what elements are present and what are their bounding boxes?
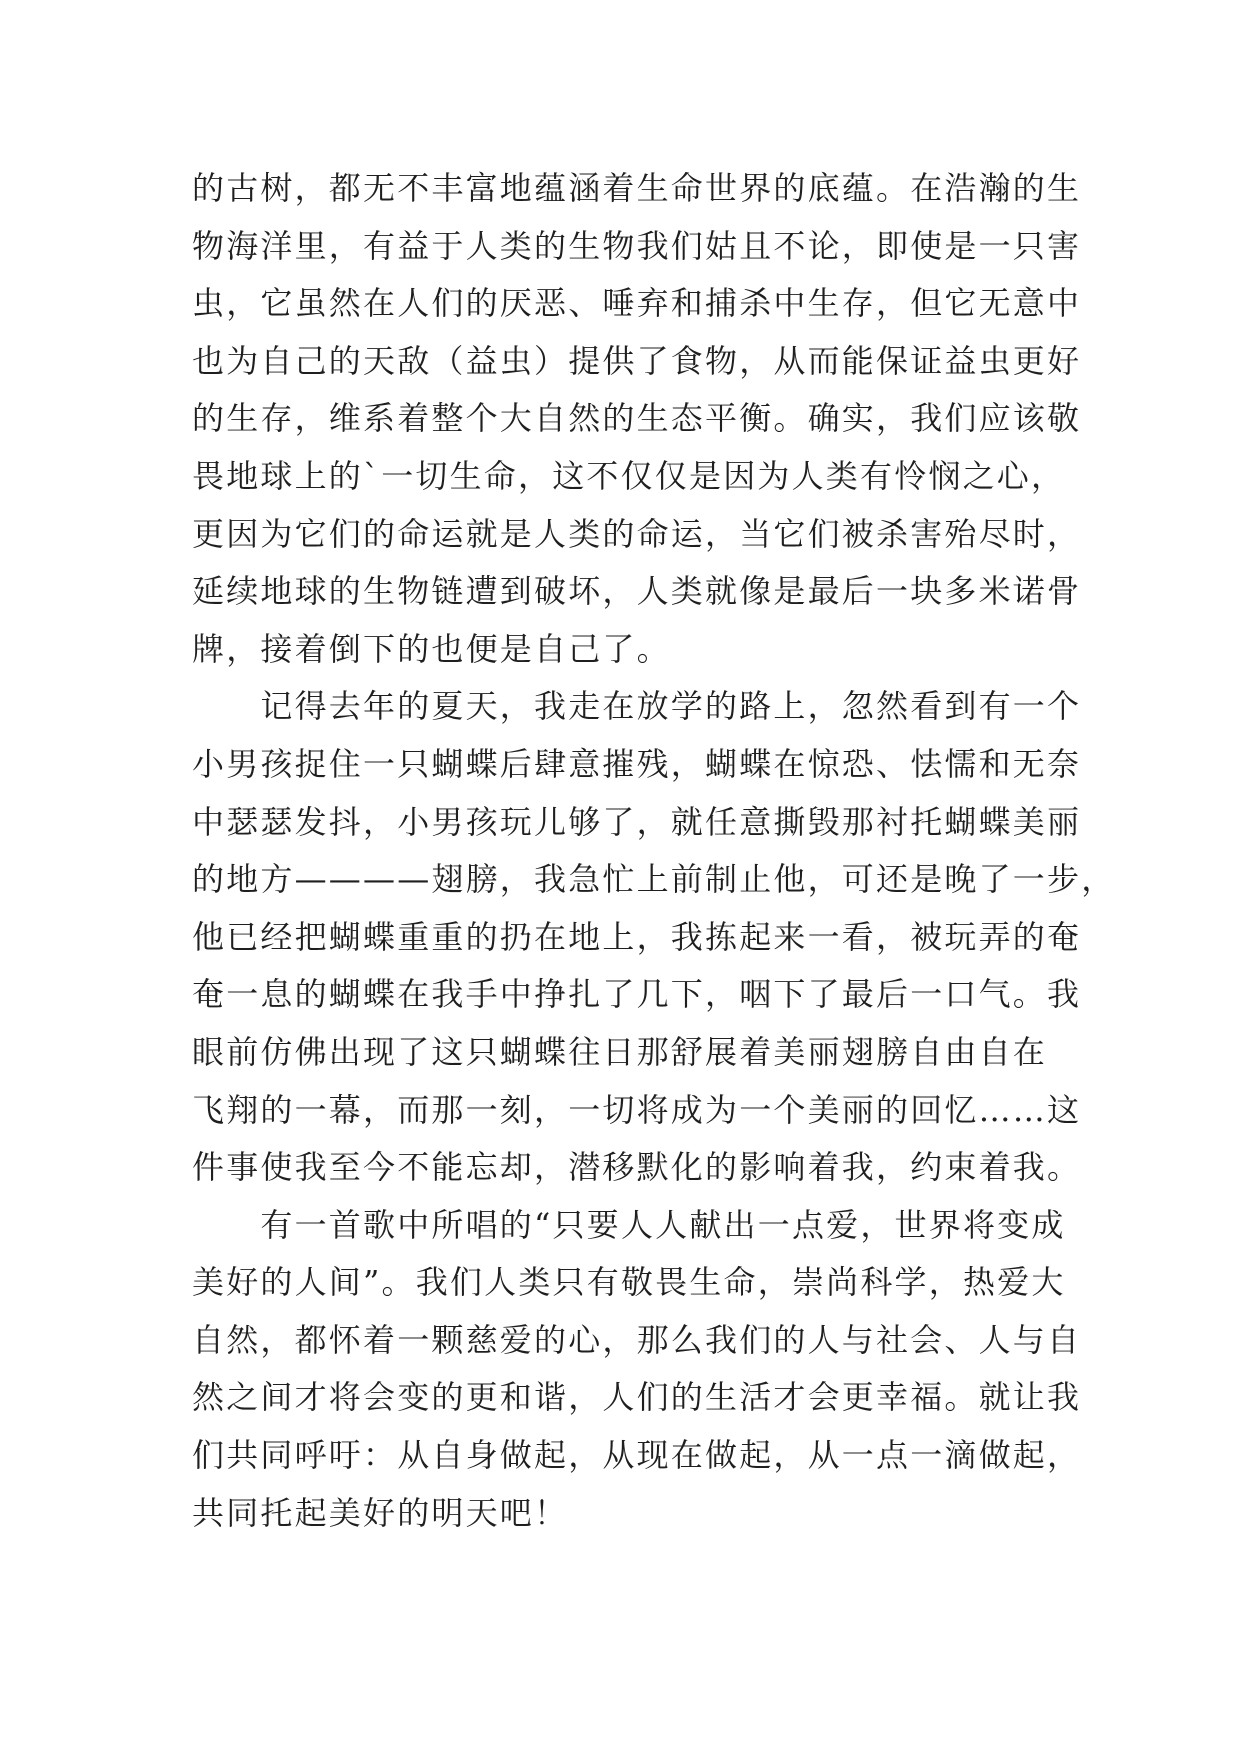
essay-body [192,160,1116,1542]
text-line: 物海洋里，有益于人类的生物我们姑且不论，即使是一只害 [192,226,1082,265]
text-line: 飞翔的一幕，而那一刻，一切将成为一个美丽的回忆……这 [192,1090,1082,1129]
text-line: 记得去年的夏天，我走在放学的路上，忽然看到有一个 [192,687,1082,726]
text-line: 然之间才将会变的更和谐，人们的生活才会更幸福。就让我 [192,1378,1082,1417]
text-line: 美好的人间”。我们人类只有敬畏生命，崇尚科学，热爱大 [192,1263,1066,1302]
text-line: 们共同呼吁：从自身做起，从现在做起，从一点一滴做起， [192,1436,1082,1475]
text-line: 牌，接着倒下的也便是自己了。 [192,629,671,668]
text-line: 件事使我至今不能忘却，潜移默化的影响着我，约束着我。 [192,1148,1082,1187]
text-line: 奄一息的蝴蝶在我手中挣扎了几下，咽下了最后一口气。我 [192,975,1082,1014]
text-line: 的古树，都无不丰富地蕴涵着生命世界的底蕴。在浩瀚的生 [192,169,1082,207]
text-line: 虫，它虽然在人们的厌恶、唾弃和捕杀中生存，但它无意中 [192,284,1082,323]
text-line: 延续地球的生物链遭到破坏，人类就像是最后一块多米诺骨 [192,572,1082,611]
text-line: 有一首歌中所唱的“只要人人献出一点爱，世界将变成 [192,1205,1066,1244]
text-line: 也为自己的天敌（益虫）提供了食物，从而能保证益虫更好 [192,341,1082,380]
text-line: 小男孩捉住一只蝴蝶后肆意摧残，蝴蝶在惊恐、怯懦和无奈 [192,744,1082,783]
text-line: 中瑟瑟发抖，小男孩玩儿够了，就任意撕毁那衬托蝴蝶美丽 [192,802,1082,841]
text-line: 自然，都怀着一颗慈爱的心，那么我们的人与社会、人与自 [192,1320,1082,1359]
text-line: 的地方————翅膀，我急忙上前制止他，可还是晚了一步， [192,860,1116,899]
text-line: 的生存，维系着整个大自然的生态平衡。确实，我们应该敬 [192,399,1082,438]
text-line: 畏地球上的`一切生命，这不仅仅是因为人类有怜悯之心， [192,456,1066,495]
text-line: 眼前仿佛出现了这只蝴蝶往日那舒展着美丽翅膀自由自在 [192,1032,1048,1071]
text-line: 更因为它们的命运就是人类的命运，当它们被杀害殆尽时， [192,514,1082,553]
text-line: 他已经把蝴蝶重重的扔在地上，我拣起来一看，被玩弄的奄 [192,917,1082,956]
text-line: 共同托起美好的明天吧！ [192,1493,569,1532]
